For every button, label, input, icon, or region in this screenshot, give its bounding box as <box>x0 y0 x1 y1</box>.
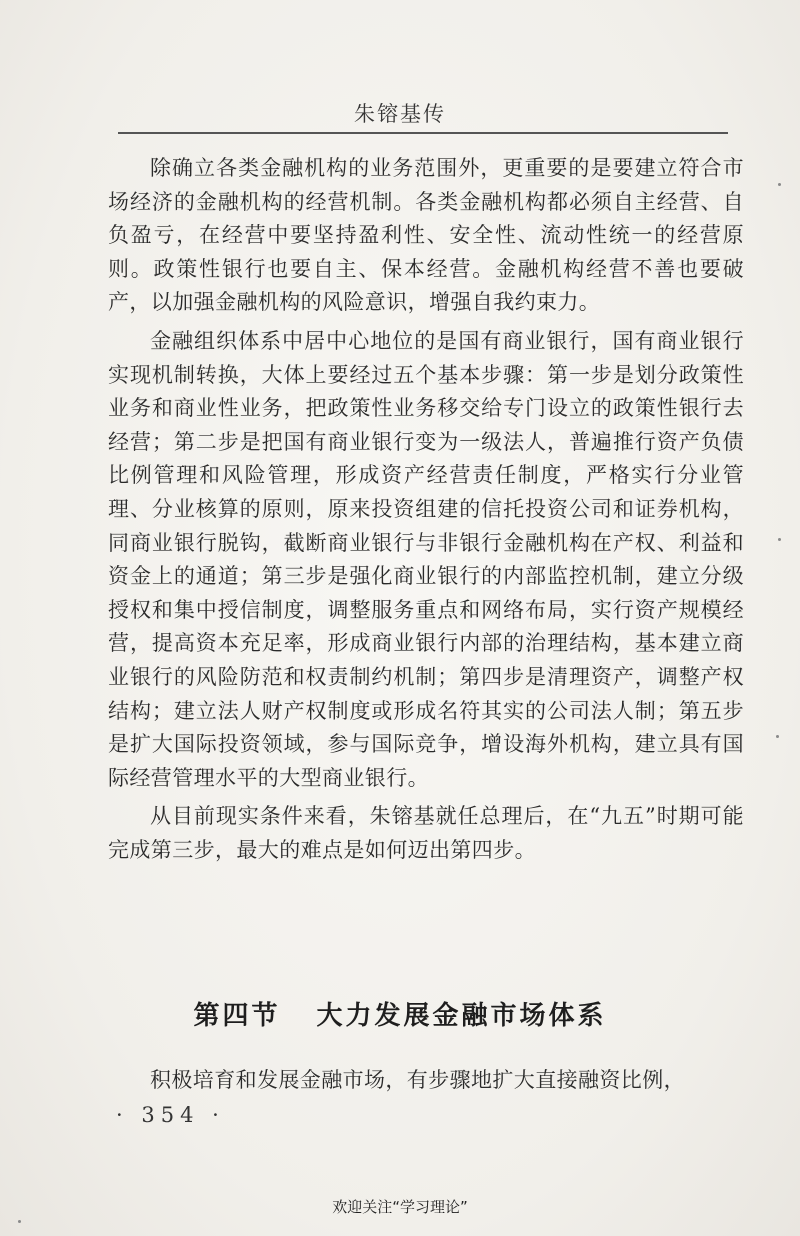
scan-speck <box>778 538 781 541</box>
paragraph-4: 积极培育和发展金融市场，有步骤地扩大直接融资比例， <box>150 1068 685 1092</box>
body-text <box>108 152 744 872</box>
section-number: 第四节 <box>193 1001 281 1031</box>
scan-speck <box>18 1220 21 1223</box>
header-rule <box>118 132 728 134</box>
section-heading <box>0 995 800 1032</box>
section-title: 大力发展金融市场体系 <box>316 1001 607 1031</box>
paragraph-2: 金融组织体系中居中心地位的是国有商业银行，国有商业银行实现机制转换，大体上要经过五个基本步骤：第一步是划分政策性业务和商业性业务，把政策性业务移交给专门设立的政策性银行去经营；第二步是把国有商业银行变为一级法人，普遍推行资产负债比例管理和风险管理，形成资产经营责任制度，严格实行分业管理、分业核算的原则，原来投资组建的信托投资公司和证券机构，同商业银行脱钩，截断商业银行与非银行金融机构在产权、利益和资金上的通道；第三步是强化商业银行的内部监控机制，建立分级授权和集中授信制度，调整服务重点和网络布局，实行资产规模经营，提高资本充足率，形成商业银行内部的治理结构，基本建立商业银行的风险防范和权责制约机制；第四步是清理资产，调整产权结构；建立法人财产权制度或形成名符其实的公司法人制；第五步是扩大国际投资领域，参与国际竞争，增设海外机构，建立具有国际经营管理水平的大型商业银行。 <box>108 328 744 790</box>
scan-speck <box>778 183 781 186</box>
paragraph-3: 从目前现实条件来看，朱镕基就任总理后，在“九五”时期可能完成第三步，最大的难点是如何迈出第四步。 <box>108 804 744 862</box>
page-number: · 354 · <box>116 1103 225 1127</box>
footer-note: 欢迎关注“学习理论” <box>332 1198 468 1216</box>
paragraph-1: 除确立各类金融机构的业务范围外，更重要的是要建立符合市场经济的金融机构的经营机制。各类金融机构都必须自主经营、自负盈亏，在经营中要坚持盈利性、安全性、流动性统一的经营原则。政策性银行也要自主、保本经营。金融机构经营不善也要破产，以加强金融机构的风险意识，增强自我约束力。 <box>108 156 744 315</box>
scan-speck <box>776 735 779 738</box>
running-head-title: 朱镕基传 <box>354 102 446 126</box>
